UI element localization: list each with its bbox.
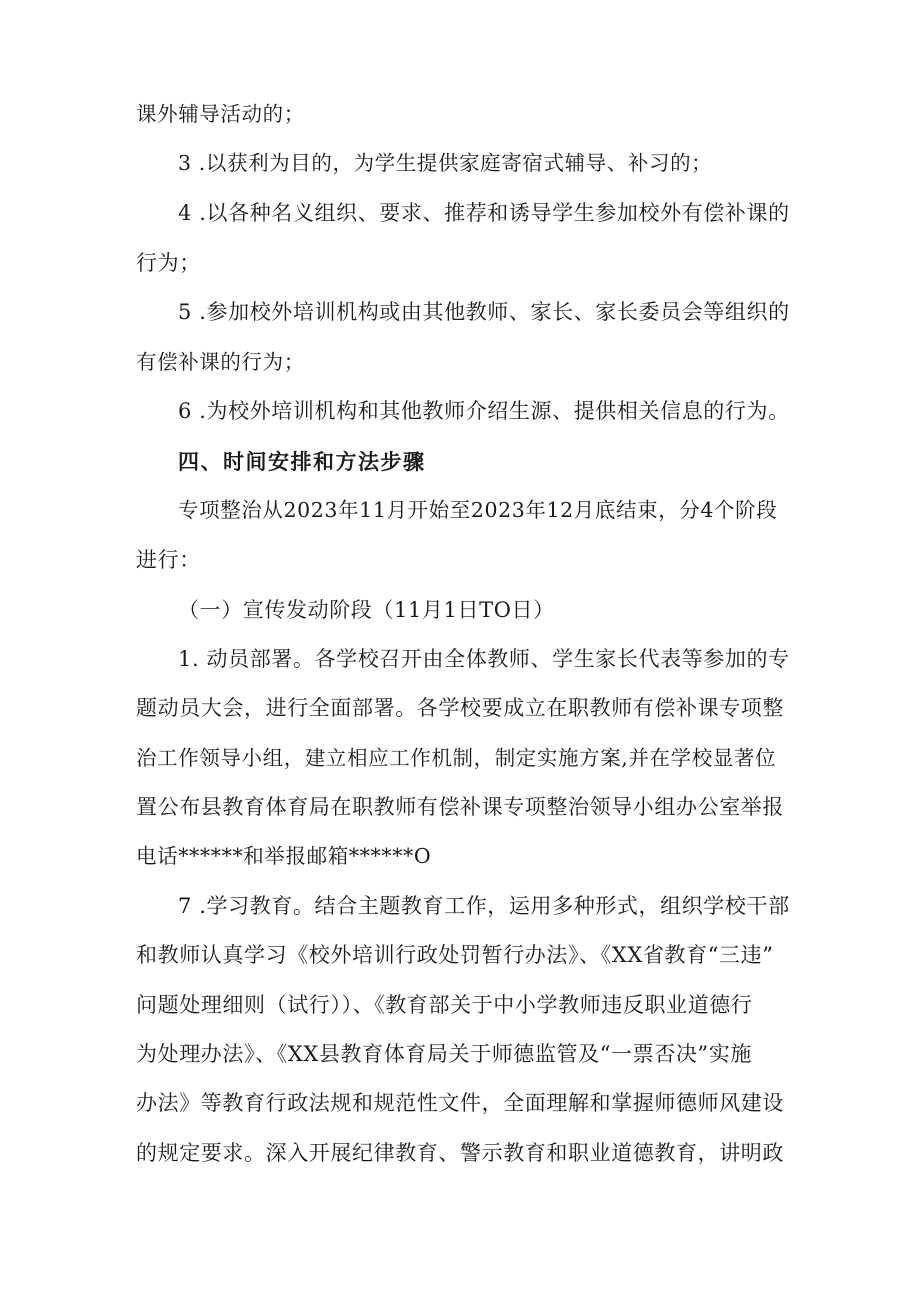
text-line: 为处理办法》、《XX县教育体育局关于师德监管及“一票否决”实施 xyxy=(136,1042,752,1066)
list-item-4: 4 .以各种名义组织、要求、推荐和诱导学生参加校外有偿补课的 xyxy=(178,201,790,225)
text-line: 的规定要求。深入开展纪律教育、警示教育和职业道德教育，讲明政 xyxy=(136,1141,784,1165)
list-item-6: 6 .为校外培训机构和其他教师介绍生源、提供相关信息的行为。 xyxy=(178,399,790,423)
text-line: 办法》等教育行政法规和规范性文件，全面理解和掌握师德师风建设 xyxy=(136,1091,784,1115)
text-line: 行为； xyxy=(136,251,201,275)
text-line: 问题处理细则（试行））、《教育部关于中小学教师违反职业道德行 xyxy=(136,993,753,1017)
section-heading: 四、时间安排和方法步骤 xyxy=(178,449,426,474)
list-item-5: 5 .参加校外培训机构或由其他教师、家长、家长委员会等组织的 xyxy=(178,300,790,324)
text-line: 题动员大会，进行全面部署。各学校要成立在职教师有偿补课专项整 xyxy=(136,696,784,720)
text-line: 专项整治从2023年11月开始至2023年12月底结束，分4个阶段 xyxy=(178,498,778,522)
text-line: 和教师认真学习《校外培训行政处罚暂行办法》、《XX省教育“三违” xyxy=(136,943,774,967)
text-line: 课外辅导活动的； xyxy=(136,102,305,126)
text-line: 有偿补课的行为； xyxy=(136,350,305,374)
text-line: 电话******和举报邮箱******O xyxy=(136,844,432,868)
list-item-3: 3 .以获利为目的，为学生提供家庭寄宿式辅导、补习的； xyxy=(178,151,713,175)
subsection-heading: （一）宣传发动阶段（11月1日TO日） xyxy=(178,598,555,622)
text-line: 进行： xyxy=(136,548,201,572)
text-line: 治工作领导小组，建立相应工作机制，制定实施方案,并在学校显著位 xyxy=(136,746,777,770)
list-item-7: 7 .学习教育。结合主题教育工作，运用多种形式，组织学校干部 xyxy=(178,894,790,918)
text-line: 置公布县教育体育局在职教师有偿补课专项整治领导小组办公室举报 xyxy=(136,795,784,819)
list-item-1: 1. 动员部署。各学校召开由全体教师、学生家长代表等参加的专 xyxy=(178,647,790,671)
